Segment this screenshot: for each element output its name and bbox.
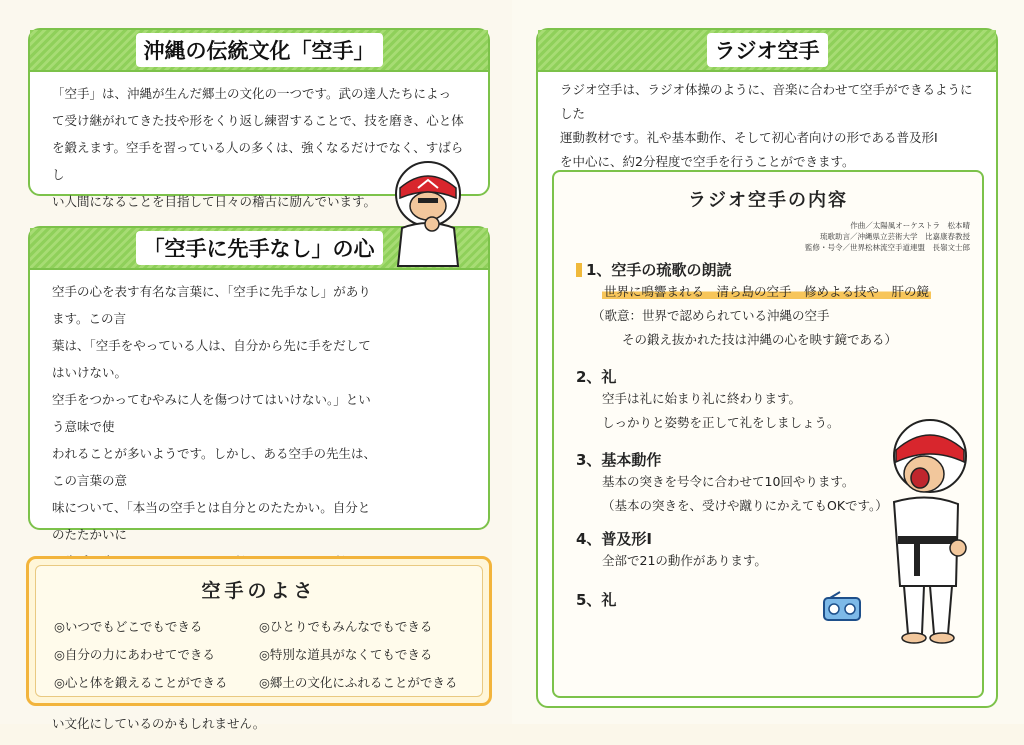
radio-karate-heading xyxy=(538,30,996,72)
benefit-item: ◎いつでもどこでもできる xyxy=(54,619,203,634)
section-heading-text: 2、礼 xyxy=(576,368,617,386)
left-page xyxy=(0,0,512,731)
karate-culture-heading xyxy=(30,30,488,72)
section-heading-text: 5、礼 xyxy=(576,591,617,609)
paragraph-line: 空手の心を表す有名な言葉に、「空手に先手なし」があります。この言 xyxy=(52,284,371,326)
paragraph-line: 基本の突きを号令に合わせて10回やります。 xyxy=(602,474,855,489)
paragraph-line: て受け継がれてきた技や形をくり返し練習することで、技を磨き、心と体 xyxy=(52,113,464,128)
section-heading-text: 4、普及形Ⅰ xyxy=(576,530,653,548)
credits xyxy=(554,220,982,253)
paragraph-line: 運動教材です。礼や基本動作、そして初心者向けの形である普及形Ⅰ xyxy=(560,130,938,145)
benefit-item: ◎自分の力にあわせてできる xyxy=(54,647,215,662)
paragraph-line: （基本の突きを、受けや蹴りにかえてもOKです。） xyxy=(602,498,888,513)
paragraph-line: 「空手」は、沖縄が生んだ郷土の文化の一つです。武の達人たちによっ xyxy=(52,86,452,101)
benefit-item: ◎特別な道具がなくてもできる xyxy=(259,647,433,662)
radio-karate-intro xyxy=(538,72,996,180)
content-title: ラジオ空手の内容 xyxy=(688,190,848,211)
credit-line: 作曲／太陽風オーケストラ 松本晴 xyxy=(850,221,970,230)
thinking-karate-mascot-illustration xyxy=(388,158,468,268)
accent-bar xyxy=(576,263,582,277)
benefit-item: ◎ひとりでもみんなでもできる xyxy=(259,619,433,634)
credit-line: 監修・号令／世界松林流空手道連盟 長嶺文士郎 xyxy=(805,243,970,252)
radio-karate-card xyxy=(536,28,998,708)
paragraph-line: 空手をつかってむやみに人を傷つけてはいけない。」という意味で使 xyxy=(52,392,371,434)
paragraph-line: 葉は、「空手をやっている人は、自分から先に手をだしてはいけない。 xyxy=(52,338,371,380)
radio-karate-content-box xyxy=(552,170,984,698)
paragraph-line: 空手は礼に始まり礼に終わります。 xyxy=(602,391,802,406)
paragraph-line: ラジオ空手は、ラジオ体操のように、音楽に合わせて空手ができるようにした xyxy=(560,82,973,121)
credit-line: 琉歌助言／沖縄県立芸術大学 比嘉康春教授 xyxy=(820,232,970,241)
shouting-karate-mascot-illustration xyxy=(874,416,974,646)
karate-benefits-box xyxy=(26,556,492,706)
ryuka-meaning-line: その鍛え抜かれた技は沖縄の心を映す鏡である） xyxy=(622,332,898,347)
paragraph-line: しっかりと姿勢を正して礼をしましょう。 xyxy=(602,415,840,430)
paragraph-line: を鍛えます。空手を習っている人の多くは、強くなるだけでなく、すばらし xyxy=(52,140,464,182)
paragraph-line: 味について、「本当の空手とは自分とのたたかい。自分とのたたかいに xyxy=(52,500,371,542)
ryuka-text: 世界に鳴響まれる 清ら島の空手 修めよる技や 肝の鏡 xyxy=(604,284,930,299)
section-heading xyxy=(554,366,982,387)
paragraph-line: を中心に、約2分程度で空手を行うことができます。 xyxy=(560,154,855,169)
paragraph-line: 全部で21の動作があります。 xyxy=(602,553,767,568)
benefits-list xyxy=(36,603,482,691)
benefit-item: ◎郷土の文化にふれることができる xyxy=(259,675,458,690)
radio-icon xyxy=(822,592,862,622)
paragraph-line: い人間になることを目指して日々の稽古に励んでいます。 xyxy=(52,194,377,209)
section-title: 沖縄の伝統文化「空手」 xyxy=(136,33,383,67)
paragraph-line: い文化にしているのかもしれません。 xyxy=(52,716,266,731)
section-heading xyxy=(554,259,982,280)
ryuka-line xyxy=(602,280,982,304)
benefits-title: 空手のよさ xyxy=(201,580,317,602)
paragraph-line: われることが多いようです。しかし、ある空手の先生は、この言葉の意 xyxy=(52,446,377,488)
section-heading-text: 3、基本動作 xyxy=(576,451,662,469)
section-title: ラジオ空手 xyxy=(707,33,828,67)
benefit-item: ◎心と体を鍛えることができる xyxy=(54,675,228,690)
section-title: 「空手に先手なし」の心 xyxy=(136,231,383,265)
section-heading-text: 1、空手の琉歌の朗読 xyxy=(586,261,732,279)
ryuka-meaning-line: （歌意：世界で認められている沖縄の空手 xyxy=(592,308,830,323)
section-text xyxy=(554,280,982,352)
